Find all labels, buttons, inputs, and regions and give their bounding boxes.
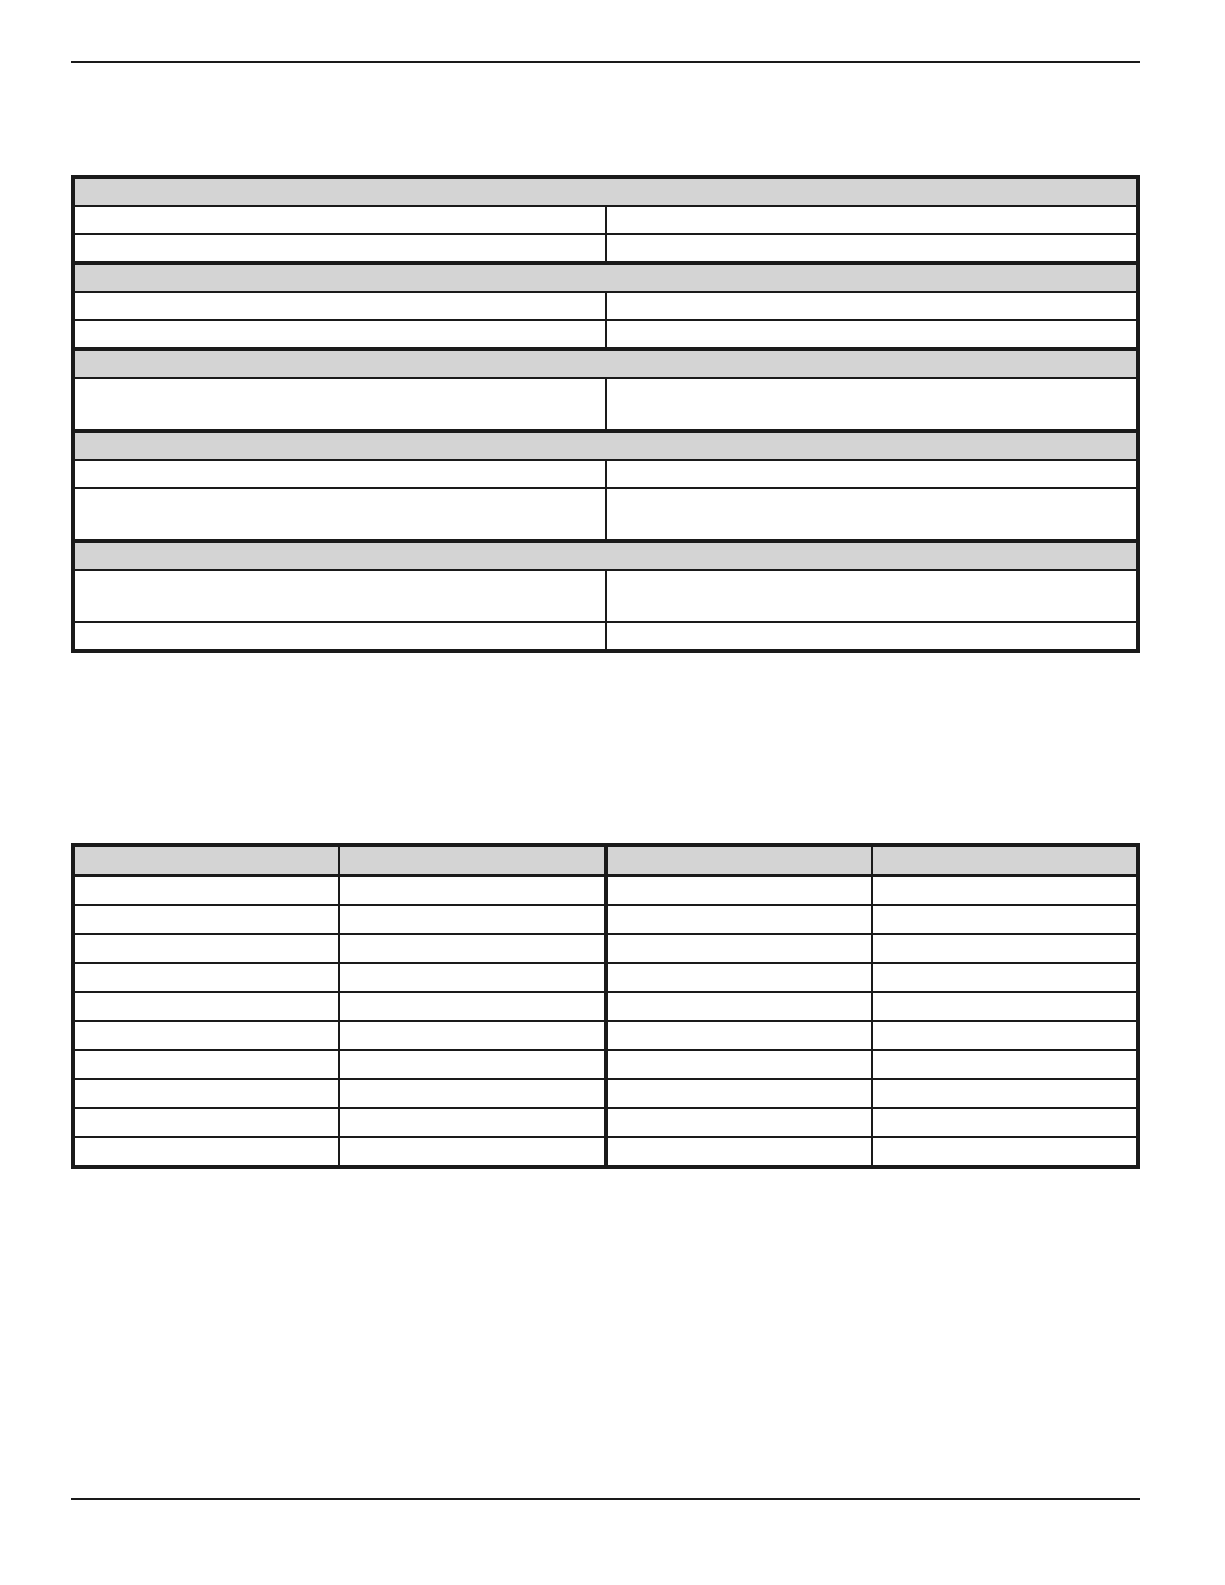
spec-label (73, 488, 606, 541)
grid-cell (73, 1079, 339, 1108)
grid-cell (73, 1021, 339, 1050)
spec-row (73, 234, 1138, 263)
spec-section-header (73, 177, 1138, 206)
spec-label (73, 570, 606, 622)
spec-label (73, 460, 606, 488)
grid-row (73, 1021, 1138, 1050)
grid-row (73, 963, 1138, 992)
spec-value (606, 488, 1139, 541)
spec-section-title (73, 263, 1138, 292)
grid-row (73, 1108, 1138, 1137)
grid-cell (73, 1050, 339, 1079)
spec-label (73, 206, 606, 234)
spec-value (606, 292, 1139, 320)
grid-cell (606, 905, 872, 934)
spec-row (73, 292, 1138, 320)
grid-cell (73, 1137, 339, 1167)
spec-section-title (73, 349, 1138, 378)
grid-row (73, 905, 1138, 934)
grid-cell (872, 1079, 1138, 1108)
grid-cell (339, 963, 605, 992)
grid-cell (872, 876, 1138, 906)
grid-cell (606, 1050, 872, 1079)
grid-header-row (73, 845, 1138, 876)
spec-row (73, 460, 1138, 488)
grid-cell (339, 1079, 605, 1108)
spec-label (73, 292, 606, 320)
grid-header-cell (872, 845, 1138, 876)
grid-cell (339, 934, 605, 963)
spec-value (606, 460, 1139, 488)
spec-section-title (73, 541, 1138, 570)
grid-header-cell (339, 845, 605, 876)
grid-row (73, 934, 1138, 963)
spec-row (73, 206, 1138, 234)
spec-section-header (73, 349, 1138, 378)
grid-cell (339, 1108, 605, 1137)
grid-cell (872, 1137, 1138, 1167)
spec-section-header (73, 541, 1138, 570)
grid-cell (872, 1021, 1138, 1050)
spec-section-title (73, 431, 1138, 460)
spec-value (606, 378, 1139, 431)
grid-cell (606, 1137, 872, 1167)
spec-value (606, 206, 1139, 234)
grid-table (71, 843, 1140, 1169)
spec-value (606, 320, 1139, 349)
grid-cell (872, 992, 1138, 1021)
grid-cell (73, 905, 339, 934)
spec-row (73, 570, 1138, 622)
grid-cell (73, 992, 339, 1021)
spec-label (73, 378, 606, 431)
grid-cell (872, 1050, 1138, 1079)
grid-header-cell (73, 845, 339, 876)
grid-cell (73, 963, 339, 992)
grid-cell (73, 1108, 339, 1137)
spec-value (606, 234, 1139, 263)
spec-table (71, 175, 1140, 653)
spec-label (73, 234, 606, 263)
grid-cell (73, 934, 339, 963)
header-rule (71, 61, 1140, 63)
grid-cell (606, 934, 872, 963)
grid-header-cell (606, 845, 872, 876)
grid-cell (339, 905, 605, 934)
spec-section-title (73, 177, 1138, 206)
grid-cell (606, 963, 872, 992)
grid-cell (872, 1108, 1138, 1137)
grid-cell (339, 1137, 605, 1167)
grid-cell (872, 905, 1138, 934)
grid-cell (606, 992, 872, 1021)
spec-row (73, 378, 1138, 431)
spec-section-header (73, 263, 1138, 292)
grid-cell (872, 963, 1138, 992)
spec-label (73, 622, 606, 651)
grid-row (73, 1079, 1138, 1108)
grid-cell (606, 1021, 872, 1050)
grid-cell (872, 934, 1138, 963)
grid-row (73, 1137, 1138, 1167)
grid-cell (339, 876, 605, 906)
footer-rule (71, 1498, 1140, 1500)
grid-row (73, 992, 1138, 1021)
grid-cell (339, 992, 605, 1021)
grid-cell (339, 1050, 605, 1079)
spec-label (73, 320, 606, 349)
grid-row (73, 1050, 1138, 1079)
spec-value (606, 622, 1139, 651)
grid-cell (606, 876, 872, 906)
spec-value (606, 570, 1139, 622)
grid-cell (339, 1021, 605, 1050)
grid-cell (73, 876, 339, 906)
spec-row (73, 622, 1138, 651)
grid-cell (606, 1079, 872, 1108)
spec-section-header (73, 431, 1138, 460)
spec-row (73, 320, 1138, 349)
grid-cell (606, 1108, 872, 1137)
spec-row (73, 488, 1138, 541)
grid-row (73, 876, 1138, 906)
